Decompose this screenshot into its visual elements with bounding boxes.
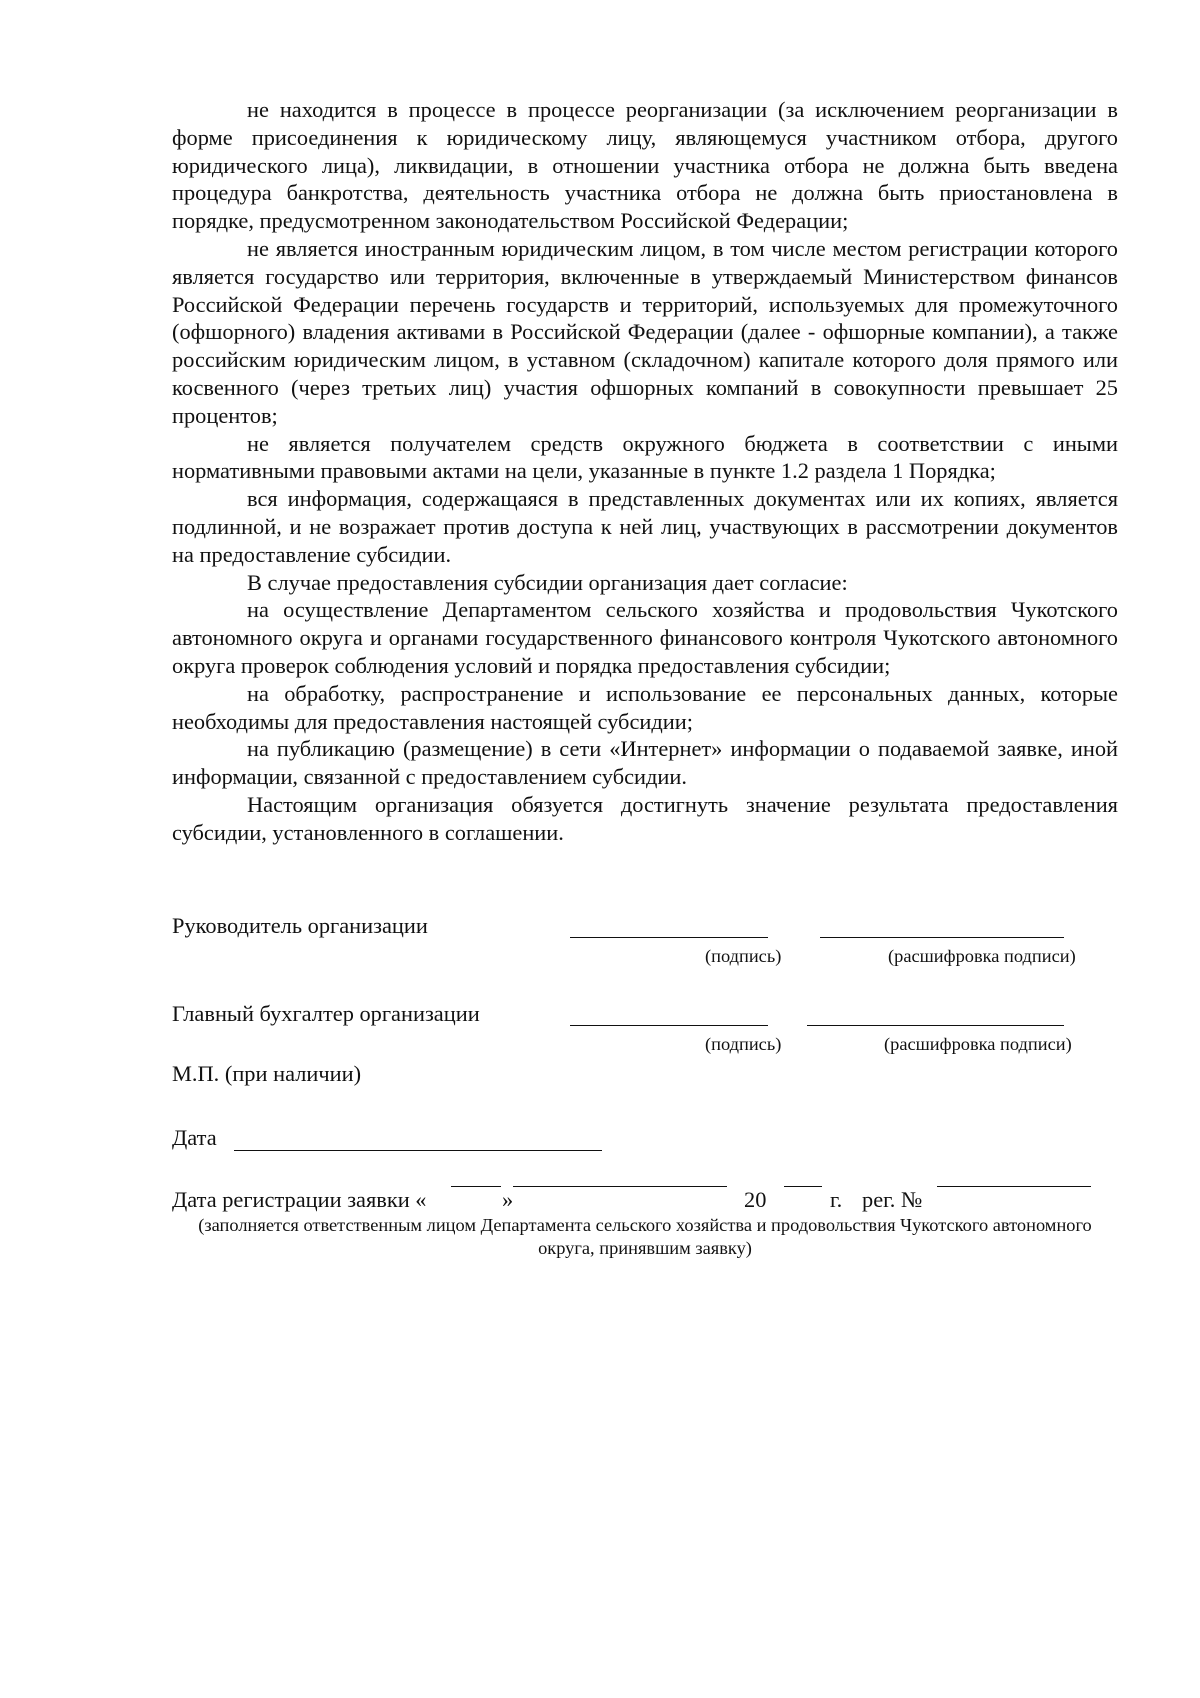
date-row <box>172 1124 217 1151</box>
date-line[interactable] <box>234 1150 602 1151</box>
accountant-signature-row <box>172 1000 1118 1060</box>
head-signature-caption: (подпись) <box>705 946 782 966</box>
date-label: Дата <box>172 1125 217 1150</box>
accountant-decode-caption: (расшифровка подписи) <box>884 1034 1072 1054</box>
document-body <box>172 96 1118 847</box>
paragraph-consent-personal-data: на обработку, распространение и использование ее персональных данных, которые необходимы для предоставления настоящей субсидии; <box>172 680 1118 734</box>
registration-note: (заполняется ответственным лицом Департамента сельского хозяйства и продовольствия Чукотского автономного округа, принявшим заявку) <box>198 1215 1092 1258</box>
registration-year-prefix: 20 <box>744 1187 767 1212</box>
paragraph-foreign-entity: не является иностранным юридическим лицом, в том числе местом регистрации которого является государство или территория, включенные в утверждаемый Министерством финансов Российской Федерации перечень государств и территорий, используемых для промежуточного (офшорного) владения активами в Российской Федерации (далее - офшорные компании), а также российским юридическим лицом, в уставном (складочном) капитале которого доля прямого или косвенного (через третьих лиц) участия офшорных компаний в совокупности превышает 25 процентов; <box>172 235 1118 428</box>
registration-number-line[interactable] <box>937 1186 1091 1187</box>
stamp-label: М.П. (при наличии) <box>172 1061 362 1086</box>
registration-row <box>172 1186 1118 1216</box>
paragraph-consent-publication: на публикацию (размещение) в сети «Интернет» информации о подаваемой заявке, иной информации, связанной с предоставлением субсидии. <box>172 736 1118 790</box>
accountant-decode-line[interactable] <box>807 1025 1064 1026</box>
registration-quote-close: » <box>502 1187 514 1212</box>
accountant-signature-caption: (подпись) <box>705 1034 782 1054</box>
registration-label: Дата регистрации заявки « <box>172 1187 427 1212</box>
registration-number-label: рег. № <box>862 1187 923 1212</box>
registration-year-line[interactable] <box>784 1186 822 1187</box>
paragraph-consent-intro: В случае предоставления субсидии организация дает согласие: <box>247 569 848 595</box>
registration-day-line[interactable] <box>451 1186 501 1187</box>
head-decode-caption: (расшифровка подписи) <box>888 946 1076 966</box>
head-signature-row <box>172 912 1118 972</box>
paragraph-reorganization: не находится в процессе в процессе реорганизации (за исключением реорганизации в форме присоединения к юридическому лицу, являющемуся участником отбора, другого юридического лица), ликвидации, в отношении участника отбора не должна быть введена процедура банкротства, деятельность участника отбора не должна быть приостановлена в порядке, предусмотренном законодательством Российской Федерации; <box>172 97 1118 234</box>
head-signature-line[interactable] <box>570 937 768 938</box>
head-label: Руководитель организации <box>172 913 428 938</box>
registration-month-line[interactable] <box>513 1186 727 1187</box>
paragraph-budget-recipient: не является получателем средств окружного бюджета в соответствии с иными нормативными правовыми актами на цели, указанные в пункте 1.2 раздела 1 Порядка; <box>172 430 1118 484</box>
head-decode-line[interactable] <box>820 937 1064 938</box>
accountant-label: Главный бухгалтер организации <box>172 1001 480 1026</box>
paragraph-result-commitment: Настоящим организация обязуется достигнуть значение результата предоставления субсидии, установленного в соглашении. <box>172 791 1118 845</box>
registration-year-suffix: г. <box>830 1187 843 1212</box>
paragraph-information-authenticity: вся информация, содержащаяся в представленных документах или их копиях, является подлинной, и не возражает против доступа к ней лиц, участвующих в рассмотрении документов на предоставление субсидии. <box>172 486 1118 567</box>
paragraph-consent-inspections: на осуществление Департаментом сельского хозяйства и продовольствия Чукотского автономного округа и органами государственного финансового контроля Чукотского автономного округа проверок соблюдения условий и порядка предоставления субсидии; <box>172 597 1118 678</box>
accountant-signature-line[interactable] <box>570 1025 768 1026</box>
